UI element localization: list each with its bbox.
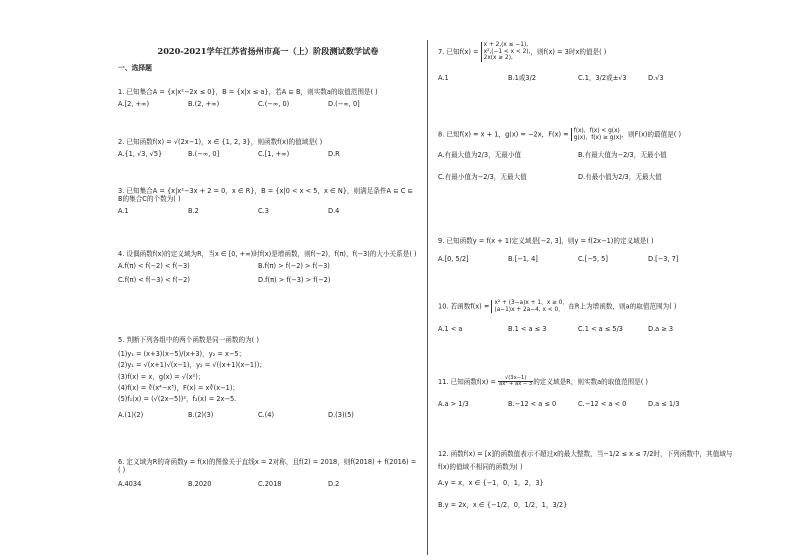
- option-row: [438, 74, 738, 84]
- option-c: C.有最小值为−2/3，无最大值: [438, 173, 527, 182]
- piece: x²,(−1 < x < 2),: [483, 48, 531, 55]
- option-b: B.2020: [188, 480, 212, 489]
- option-row: [118, 276, 418, 286]
- option-c: C.[1, +∞): [258, 150, 290, 159]
- option-b: B.1或3/2: [508, 73, 537, 82]
- question-7: [438, 42, 738, 84]
- question-stem: 9. 已知函数y = f(x + 1)定义域是[−2, 3]，则y = f(2x−1)的定义域是( ): [438, 237, 654, 245]
- question-stem: 2. 已知函数f(x) = √(2x−1)，x ∈ {1, 2, 3}，则函数f(x)的值域是( ): [118, 138, 323, 146]
- option-a: A.4034: [118, 480, 142, 489]
- option-a: A.1: [438, 73, 449, 82]
- option-row: [118, 207, 418, 217]
- option-row: [438, 325, 738, 335]
- piece: x + 2,(x ≤ −1),: [483, 42, 529, 48]
- option-d: D.√3: [648, 73, 664, 82]
- piece: f(x)，f(x) < g(x): [573, 128, 620, 134]
- stem-prefix: 11. 已知函数f(x) =: [438, 377, 499, 386]
- question-stem: 12. 函数f(x) = [x]的函数值表示不超过x的最大整数，当−1/2 ≤ x ≤ 7/2时，下列函数中，其值域与f(x)的值域不相同的函数为( ): [438, 450, 733, 471]
- option-a: A.f(π) < f(−2) < f(−3): [118, 262, 190, 271]
- sub-list: [118, 350, 418, 403]
- stem-suffix: ，则F(x)的最值是( ): [621, 130, 682, 139]
- sub-list: [438, 479, 738, 509]
- option-c: C.(4): [258, 411, 275, 420]
- question-8: [438, 128, 738, 183]
- stem-suffix: ，则f(x) = 3时x的值是( ): [530, 47, 607, 56]
- option-c: C.1，3/2或±√3: [578, 73, 627, 82]
- sub-item: (5)f₁(x) = (√(2x−5))²，f₂(x) = 2x−5.: [118, 395, 237, 404]
- question-9: [438, 237, 738, 265]
- option-b: B.y = 2x，x ∈ {−1/2，0，1/2，1，3/2}: [438, 501, 568, 510]
- option-d: D.有最小值为2/3，无最大值: [578, 173, 662, 182]
- option-a: A.有最大值为2/3，无最小值: [438, 151, 522, 160]
- question-stem: 4. 设偶函数f(x)的定义域为R，当x ∈ [0, +∞)时f(x)是增函数，则f(−2)，f(π)，f(−3)的大小关系是( ): [118, 250, 417, 258]
- option-a: A.y = x，x ∈ {−1，0，1，2，3}: [438, 479, 544, 488]
- option-c: C.[−5, 5]: [578, 255, 608, 264]
- denominator: ax² + ax − 3: [499, 381, 533, 388]
- option-row: [118, 262, 418, 272]
- question-4: [118, 250, 418, 286]
- option-d: D.[−3, 7]: [648, 255, 679, 264]
- column-divider: [427, 40, 428, 555]
- option-row: [438, 173, 738, 183]
- question-3: [118, 187, 418, 217]
- piecewise-brace: [571, 128, 622, 141]
- stem-suffix: 的定义域是R，则实数a的取值范围是( ): [533, 377, 648, 386]
- stem-prefix: 8. 已知f(x) = x + 1，g(x) = −2x，F(x) =: [438, 130, 571, 139]
- option-b: B.−12 < a ≤ 0: [508, 399, 557, 408]
- option-a: A.1 < a: [438, 325, 463, 334]
- question-stem: 1. 已知集合A = {x|x²−2x ≤ 0}，B = {x|x ≤ a}，若A ⊆ B，则实数a的取值范围是( ): [118, 88, 378, 96]
- question-stem: 3. 已知集合A = {x|x²−3x + 2 = 0，x ∈ R}，B = {x|0 < x < 5，x ∈ N}，则满足条件A ⊆ C ⊆ B的集合C的个数为( ): [118, 187, 413, 204]
- option-a: A.[2, +∞): [118, 100, 150, 109]
- piece: g(x)，f(x) ≥ g(x): [573, 134, 622, 141]
- sub-item: (3)f(x) = x，g(x) = √(x²)；: [118, 372, 205, 381]
- option-b: B.f(π) > f(−2) > f(−3): [258, 262, 330, 271]
- option-row: [118, 480, 418, 490]
- option-row: [118, 411, 418, 421]
- option-c: C.3: [258, 207, 269, 216]
- option-d: D.4: [328, 207, 340, 216]
- option-b: B.(2, +∞): [188, 100, 220, 109]
- option-d: D.R: [328, 150, 340, 159]
- option-b: B.有最大值为−2/3，无最小值: [578, 151, 667, 160]
- piecewise-brace: [481, 42, 531, 62]
- option-b: B.(2)(3): [188, 411, 214, 420]
- sub-item: (1)y₁ = (x+3)(x−5)/(x+3)，y₂ = x−5；: [118, 350, 246, 359]
- option-a: A.1: [118, 207, 129, 216]
- option-b: B.(−∞, 0]: [188, 150, 220, 159]
- option-row: [118, 150, 418, 160]
- option-row: [118, 100, 418, 110]
- section-heading: 一、选择题: [118, 64, 152, 72]
- exam-title: 2020-2021学年江苏省扬州市高一（上）阶段测试数学试卷: [157, 46, 379, 56]
- stem-prefix: 7. 已知f(x) =: [438, 47, 481, 56]
- option-d: D.2: [328, 480, 340, 489]
- question-5: [118, 336, 418, 421]
- fraction: [498, 376, 533, 388]
- piece: (a−1)x + 2a−4, x < 0，: [494, 306, 564, 313]
- option-a: A.a > 1/3: [438, 399, 469, 408]
- option-d: D.(−∞, 0]: [328, 100, 360, 109]
- option-d: D.a ≤ 1/3: [648, 399, 680, 408]
- question-stem: 5. 判断下列各组中的两个函数是同一函数的为( ): [118, 336, 259, 344]
- option-row: [438, 151, 738, 161]
- option-row: [438, 255, 738, 265]
- option-a: A.[0, 5/2]: [438, 255, 469, 264]
- option-c: C.1 < a ≤ 5/3: [578, 325, 623, 334]
- numerator: √(3x−1): [498, 376, 533, 382]
- question-10: [438, 300, 738, 335]
- option-c: C.2018: [258, 480, 282, 489]
- sub-item: (2)y₁ = √(x+1)√(x−1)，y₂ = √((x+1)(x−1))；: [118, 361, 266, 370]
- question-1: [118, 88, 418, 110]
- question-2: [118, 138, 418, 160]
- option-d: D.f(π) > f(−3) > f(−2): [258, 276, 331, 285]
- stem-suffix: 在R上为增函数，则a的取值范围为( ): [568, 302, 677, 311]
- option-d: D.a ≥ 3: [648, 325, 674, 334]
- option-c: C.f(π) < f(−3) < f(−2): [118, 276, 190, 285]
- option-a: A.(1)(2): [118, 411, 144, 420]
- piecewise-brace: [491, 300, 568, 313]
- question-6: [118, 458, 418, 490]
- option-d: D.(3)(5): [328, 411, 354, 420]
- option-c: C.−12 < a < 0: [578, 399, 627, 408]
- option-b: B.1 < a ≤ 3: [508, 325, 547, 334]
- option-a: A.{1, √3, √5}: [118, 150, 163, 159]
- option-c: C.(−∞, 0): [258, 100, 290, 109]
- question-stem: [438, 300, 738, 313]
- question-stem: 6. 定义域为R的奇函数y = f(x)的图像关于直线x = 2对称，且f(2) = 2018，则f(2018) + f(2016) = ( ): [118, 458, 417, 475]
- option-row: [438, 400, 738, 410]
- piece: x² + (3−a)x + 1，x ≥ 0，: [494, 300, 569, 306]
- question-stem: [438, 376, 738, 388]
- option-b: B.[−1, 4]: [508, 255, 538, 264]
- option-b: B.2: [188, 207, 199, 216]
- question-11: [438, 376, 738, 410]
- question-stem: [438, 42, 738, 62]
- sub-item: (4)f(x) = ∛(x⁴−x³)，F(x) = x∛(x−1)；: [118, 383, 240, 392]
- question-12: [438, 448, 738, 510]
- question-stem: [438, 128, 738, 141]
- piece: 2x(x ≥ 2),: [483, 55, 513, 62]
- stem-prefix: 10. 若函数f(x) =: [438, 302, 492, 311]
